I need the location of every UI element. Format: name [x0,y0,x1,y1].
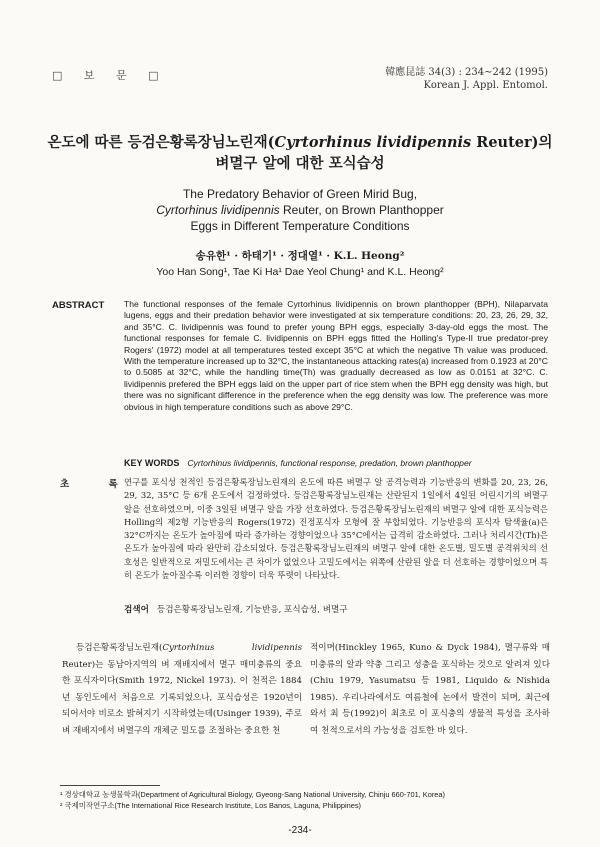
title-species: Cyrtorhinus lividipennis [274,134,472,151]
korean-keywords: 검색어 등검은황록장님노린재, 기능반응, 포식습성, 벼멸구 [124,605,348,615]
page-number: -234- [288,825,312,836]
abstract-label: ABSTRACT [52,300,105,311]
authors-english: Yoo Han Song¹, Tae Ki Ha¹ Dae Yeol Chung¹ and K.L. Heong² [156,266,444,278]
authors-korean: 송유한¹ · 하태기¹ · 정대열¹ · K.L. Heong² [195,250,405,262]
journal-citation-ko: 韓應昆誌 34(3) : 234∼242 (1995) [385,67,548,78]
footnote-2: ² 국제미작연구소(The International Rice Research Institute, Los Banos, Laguna, Philippines) [60,801,361,810]
footnote-rule [60,785,160,786]
title-english: The Predatory Behavior of Green Mirid Bug, Cyrtorhinus lividipennis Reuter, on Brown Planthopper Eggs in Different Temperature Conditions [156,187,444,233]
footnotes [60,789,560,811]
journal-citation-en: Korean J. Appl. Entomol. [423,80,548,91]
footnote-1: ¹ 경상대학교 농생물학과(Department of Agricultural Biology, Gyeong-Sang National University, Chinju 660-701, Korea) [60,790,445,799]
key-words: KEY WORDS Cyrtorhinus lividipennis, functional response, predation, brown planthopper [124,458,472,468]
title-korean: 온도에 따른 등검은황록장님노린재(Cyrtorhinus lividipennis Reuter)의 벼멸구 알에 대한 포식습성 [47,134,553,172]
korean-abstract-label: 초 록 [60,479,136,490]
body-column-left: 등검은황록장님노린재(Cyrtorhinus lividipennis Reuter)는 동남아지역의 벼 재배지에서 멸구 매미충류의 중요한 포식자이다(Smith 1972, Nickel 1973). 이 천적은 1884년 동인도에서 처음으로 기록되었으나, 포식습성은 1920년이 되어서야 비로소 밝혀지기 시작하였는데(Usinger 1939), 주로 벼 재배지에서 벼멸구의 개체군 밀도를 조절하는 중요한 천 [62,643,302,736]
korean-abstract-text: 연구를 포식성 천적인 등검은황록장님노린재의 온도에 따른 벼멸구 알 공격능력과 기능반응의 변화를 20, 23, 26, 29, 32, 35°C 등 6개 온도에서 검정하였다. 등검은황록장님노린재는 산란된지 1일에서 4일된 어린시기의 벼멸구 알을 선호하였으며, 이중 3일된 벼멸구 알을 가장 선호하였다. 등검은황록장님노린재의 벼멸구 알에 대한 포식능력은 Holling의 제2형 기능반응의 Rogers(1972) 진정포식자 모형에 잘 부합되었다. 기능반응의 포식자 탐색율(a)은 32°C까지는 온도가 높아짐에 따라 증가하는 경향이었으나 35°C에서는 급격히 감소하였다. 그러나 처리시간(Th)은 온도가 높아짐에 따라 완만히 감소되었다. 등검은황록장님노린재의 벼멸구 알에 대한 온도별, 밀도별 공격위치의 선호성은 일반적으로 저밀도에서는 큰 차이가 없었으나 고밀도에서는 위쪽에 산란된 알을 더 선호하는 경향이었으며 특히 온도가 높아질수록 이러한 경향이 더욱 뚜렷이 나타났다. [124,477,548,581]
article-type-label: □ 보 문 □ [52,69,168,82]
journal-citation [385,66,548,92]
body-column-right: 적이며(Hinckley 1965, Kuno & Dyck 1984), 멸구류와 매미충류의 알과 약충 그리고 성충을 포식하는 것으로 알려져 있다(Chiu 1979, Yasumatsu 등 1981, Liquido & Nishida 1985). 우리나라에서도 여름철에 논에서 발견이 되며, 최근에 와서 최 등(1992)이 최초로 이 포식충의 생물적 특성을 조사하여 천적으로서의 가능성을 검토한 바 있다. [310,643,550,736]
abstract-text: The functional responses of the female Cyrtorhinus lividipennis on brown planthopper (BPH), Nilaparvata lugens, eggs and their predation behavior were investigated at six temperature conditions: 20, 23, 26, 29, 32, and 35°C. C. lividipennis was found to prefer young BPH eggs, especially 3-day-old eggs the most. The functional responses for female C. lividipennis on BPH eggs fitted the Holling's Type-II true predator-prey Rogers' (1972) model at all temperatures tested except 35°C at which the negative Th value was produced. With the temperature increased up to 32°C, the instantaneous attacking rates(a) increased from 0.1923 at 20°C to 0.5085 at 32°C, while the handling time(Th) was gradually decreased as low as 0.0151 at 32°C. C. lividipennis prefered the BPH eggs laid on the upper part of rice stem when the BPH egg density was high, but there was no significant difference in the preference when the egg density was low. The preference was more obvious in high temperature conditions such as above 29°C. [124,299,548,412]
